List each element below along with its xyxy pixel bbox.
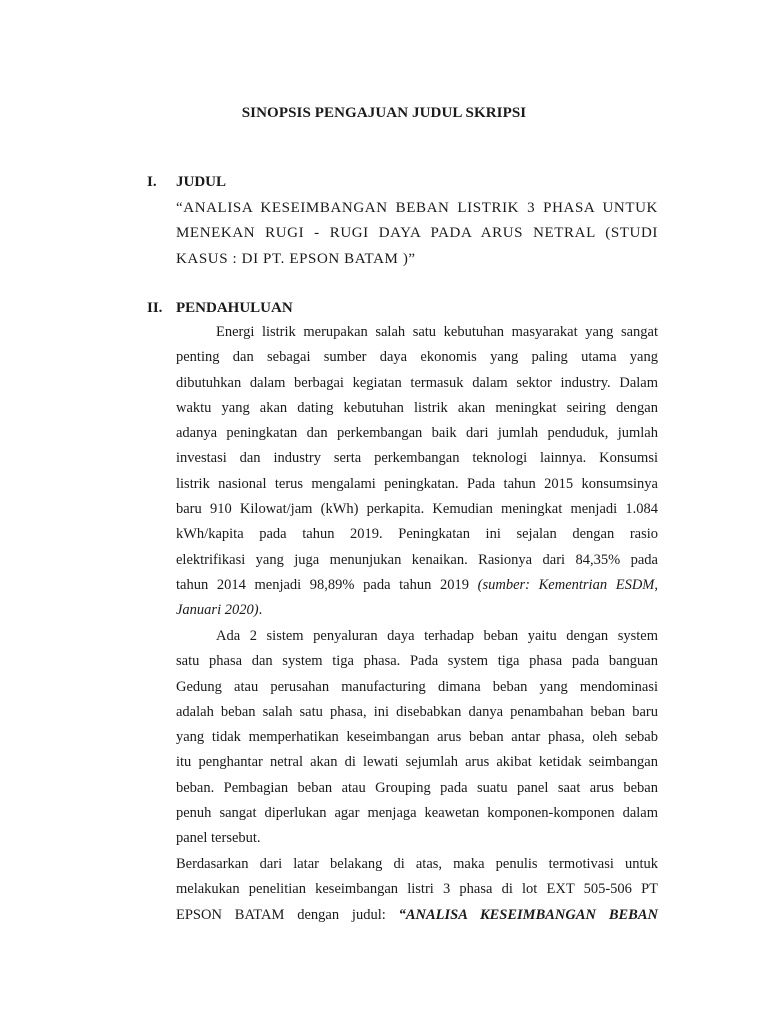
text-line: waktu yang akan dating kebutuhan listrik akan meningkat seiring dengan: [176, 399, 658, 416]
text-line: baru 910 Kilowat/jam (kWh) perkapita. Kemudian meningkat menjadi 1.084: [176, 501, 658, 518]
text-line: [176, 903, 658, 928]
text-line: [176, 598, 658, 623]
text-line: listrik nasional terus mengalami peningkatan. Pada tahun 2015 konsumsinya: [176, 475, 658, 492]
text-line: melakukan penelitian keseimbangan listri 3 phasa di lot EXT 505-506 PT: [176, 881, 658, 898]
judul-text: [176, 196, 658, 272]
text-line: panel tersebut.: [176, 830, 261, 847]
text-line: Gedung atau perusahan manufacturing dimana beban yang mendominasi: [176, 678, 658, 695]
text-line: penting dan sebagai sumber daya ekonomis yang paling utama yang: [176, 349, 658, 366]
text-line: dibutuhkan dalam berbagai kegiatan termasuk dalam sektor industry. Dalam: [176, 374, 658, 391]
text-line: satu phasa dan system tiga phasa. Pada system tiga phasa pada banguan: [176, 653, 658, 670]
text-line: penuh sangat diperlukan agar menjaga keawetan komponen-komponen dalam: [176, 805, 658, 822]
judul-line: “ANALISA KESEIMBANGAN BEBAN LISTRIK 3 PHASA UNTUK: [176, 200, 658, 216]
text-line: itu penghantar netral akan di lewati sejumlah arus akibat ketidak seimbangan: [176, 754, 658, 771]
text-line: adalah beban salah satu phasa, ini disebabkan danya penambahan beban baru: [176, 703, 658, 720]
text-line: yang tidak memperhatikan keseimbangan arus beban antar phasa, oleh sebab: [176, 729, 658, 746]
text-segment: EPSON BATAM dengan judul:: [176, 906, 386, 923]
section-1-heading: JUDUL: [176, 174, 227, 190]
text-line: kWh/kapita pada tahun 2019. Peningkatan ini sejalan dengan rasio: [176, 526, 658, 543]
judul-line: MENEKAN RUGI - RUGI DAYA PADA ARUS NETRAL (STUDI: [176, 225, 658, 242]
paragraph-3: [176, 852, 658, 928]
section-2-number: II.: [147, 300, 163, 316]
text-line: [176, 573, 658, 598]
text-line: investasi dan industry serta perkembangan teknologi lainnya. Konsumsi: [176, 450, 658, 467]
section-1-number: I.: [147, 174, 157, 190]
text-line: Energi listrik merupakan salah satu kebutuhan masyarakat yang sangat: [216, 324, 658, 340]
text-line: Ada 2 sistem penyaluran daya terhadap beban yaitu dengan system: [216, 628, 658, 644]
paragraph-1: [176, 320, 658, 624]
text-segment: tahun 2014 menjadi 98,89% pada tahun 2019: [176, 576, 469, 593]
text-line: elektrifikasi yang juga menunjukan kenaikan. Rasionya dari 84,35% pada: [176, 551, 658, 568]
text-segment: .: [258, 602, 263, 619]
text-line: adanya peningkatan dan perkembangan baik dari jumlah penduduk, jumlah: [176, 425, 658, 442]
emphasized-title: “ANALISA KESEIMBANGAN BEBAN: [398, 906, 658, 923]
section-2-heading: PENDAHULUAN: [176, 300, 293, 316]
document-title: SINOPSIS PENGAJUAN JUDUL SKRIPSI: [241, 105, 527, 121]
text-line: Berdasarkan dari latar belakang di atas, maka penulis termotivasi untuk: [176, 856, 658, 872]
citation: (sumber: Kementrian ESDM,: [477, 576, 658, 593]
citation: Januari 2020): [176, 602, 259, 619]
judul-line: KASUS : DI PT. EPSON BATAM )”: [176, 250, 416, 267]
text-line: beban. Pembagian beban atau Grouping pada suatu panel saat arus beban: [176, 779, 658, 796]
paragraph-2: [176, 624, 658, 852]
